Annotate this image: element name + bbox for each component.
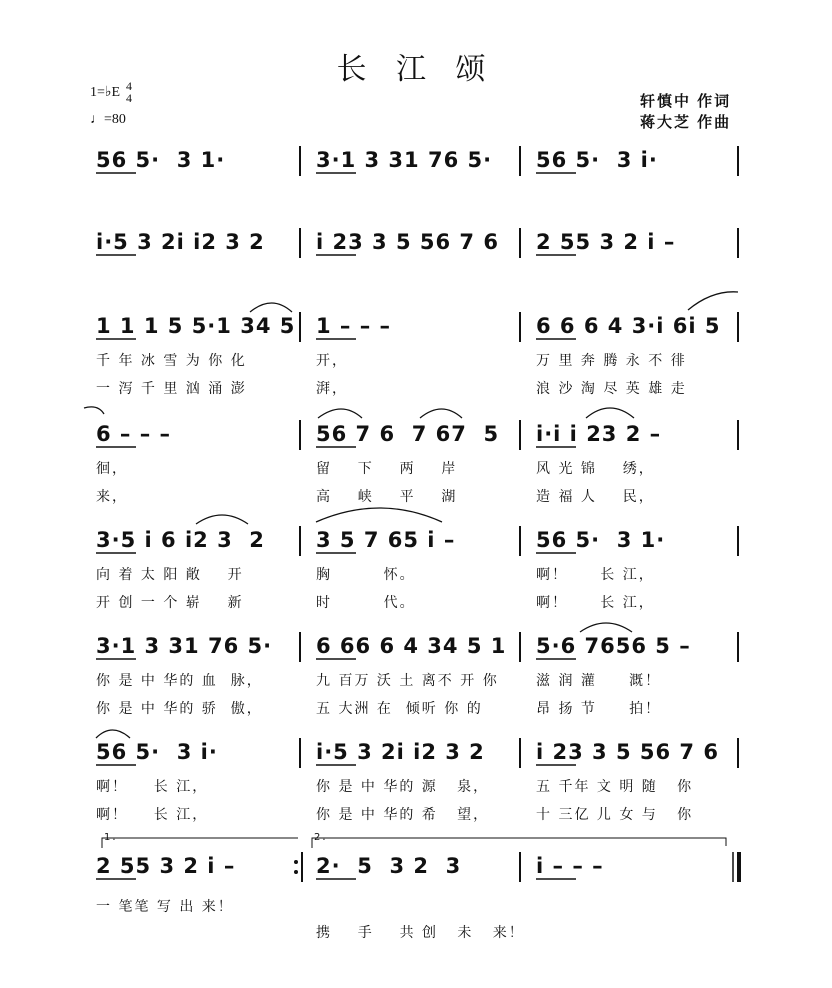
measure-notes: i 23 3 5 56 7 6 — [316, 230, 499, 254]
key-signature: 1=♭E — [90, 85, 121, 100]
measure-notes: 2 55 3 2 i – — [96, 854, 236, 878]
composer-credit: 蒋大芝 作曲 — [640, 114, 732, 131]
song-title: 长 江 颂 — [336, 52, 496, 87]
lyric-verse1: 你 是 中 华的 源 泉， — [316, 779, 490, 795]
lyric-verse2: 高 峡 平 湖 — [316, 489, 458, 505]
lyric-verse1: 一 笔笔 写 出 来！ — [96, 899, 234, 915]
lyric-verse1: 啊！ 长 江， — [96, 779, 209, 795]
lyric-verse1: 你 是 中 华的 血 脉， — [96, 673, 263, 689]
lyric-verse2: 来， — [96, 489, 128, 505]
lyric-verse2: 携 手 共 创 未 来！ — [316, 925, 525, 941]
slurs — [84, 292, 738, 738]
lyric-verse1: 留 下 两 岸 — [316, 461, 458, 477]
measure-notes: 2 55 3 2 i – — [536, 230, 676, 254]
lyric-verse1: 向 着 太 阳 敞 开 — [96, 567, 244, 583]
barlines — [300, 146, 738, 882]
lyric-verse1: 胸 怀。 — [316, 567, 416, 583]
lyric-verse2: 啊！ 长 江， — [536, 595, 655, 611]
measure-notes: 6 66 6 4 34 5 1 — [316, 634, 507, 658]
repeat-sign — [294, 852, 302, 882]
lyric-verse1: 五 千年 文 明 随 你 — [536, 779, 694, 795]
lyric-verse1: 开， — [316, 353, 348, 369]
measure-notes: i 23 3 5 56 7 6 — [536, 740, 719, 764]
time-denominator: 4 — [126, 91, 132, 105]
lyric-verse1: 万 里 奔 腾 永 不 徘 — [536, 353, 687, 369]
measure-notes: 3·1 3 31 76 5· — [316, 148, 493, 172]
ending-2-label: 2. — [314, 832, 328, 843]
lyricist-credit: 轩慎中 作词 — [640, 93, 732, 110]
measure-notes: 6 6 6 4 3·i 6i 5 — [536, 314, 721, 338]
lyric-verse2: 十 三亿 儿 女 与 你 — [536, 807, 694, 823]
measure-notes: 56 5· 3 i· — [96, 740, 218, 764]
lyric-verse1: 啊！ 长 江， — [536, 567, 655, 583]
lyric-verse1: 九 百万 沃 土 离不 开 你 — [316, 673, 499, 689]
lyric-verse2: 你 是 中 华的 希 望， — [316, 807, 490, 823]
tempo-marking: ♩=80 — [90, 112, 126, 127]
lyric-verse2: 时 代。 — [316, 595, 416, 611]
lyric-verse2: 一 泻 千 里 汹 涌 澎 — [96, 381, 247, 397]
time-numerator: 4 — [126, 79, 132, 93]
measure-notes: 1 – – – — [316, 314, 392, 338]
measure-notes: 56 7 6 7 67 5 — [316, 422, 500, 446]
measure-notes: i·5 3 2i i2 3 2 — [96, 230, 265, 254]
measure-notes: i·5 3 2i i2 3 2 — [316, 740, 485, 764]
measure-notes: 56 5· 3 1· — [96, 148, 226, 172]
measure-notes: i·i i 23 2 – — [536, 422, 662, 446]
measure-notes: 1 1 1 5 5·1 34 5 — [96, 314, 296, 338]
lyric-verse2: 五 大洲 在 倾听 你 的 — [316, 701, 483, 717]
lyric-verse2: 开 创 一 个 崭 新 — [96, 595, 244, 611]
lyric-verse2: 啊！ 长 江， — [96, 807, 209, 823]
lyric-verse2: 你 是 中 华的 骄 傲， — [96, 701, 263, 717]
measure-notes: 5·6 7656 5 – — [536, 634, 691, 658]
measure-notes: 6 – – – — [96, 422, 172, 446]
lyric-verse1: 滋 润 灌 溉！ — [536, 673, 662, 689]
lyric-verse2: 湃， — [316, 381, 348, 397]
measure-notes: 3·5 i 6 i2 3 2 — [96, 528, 265, 552]
measure-notes: 56 5· 3 1· — [536, 528, 666, 552]
measure-notes: 3 5 7 65 i – — [316, 528, 456, 552]
lyric-verse2: 浪 沙 淘 尽 英 雄 走 — [536, 381, 687, 397]
lyric-verse2: 昂 扬 节 拍！ — [536, 701, 662, 717]
ending-1-label: 1. — [104, 832, 118, 843]
lyric-verse1: 千 年 冰 雪 为 你 化 — [96, 353, 247, 369]
volta-brackets — [102, 838, 726, 848]
measure-notes: i – – – — [536, 854, 604, 878]
final-barline — [733, 852, 739, 882]
measure-notes: 56 5· 3 i· — [536, 148, 658, 172]
measure-notes: 3·1 3 31 76 5· — [96, 634, 273, 658]
lyric-verse2: 造 福 人 民， — [536, 489, 655, 505]
measure-notes: 2· 5 3 2 3 — [316, 854, 462, 878]
lyric-verse1: 徊， — [96, 461, 128, 477]
lyric-verse1: 风 光 锦 绣， — [536, 461, 655, 477]
